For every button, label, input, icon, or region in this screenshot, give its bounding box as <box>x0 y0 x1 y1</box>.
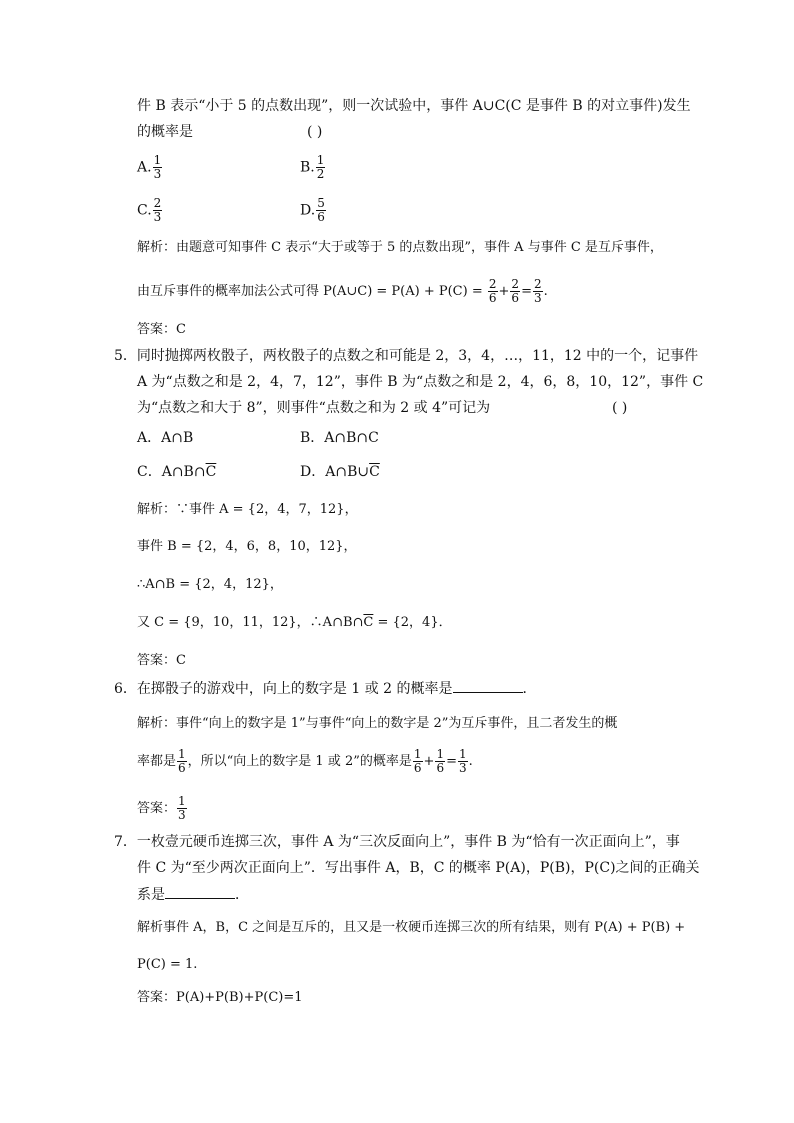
numerator: 1 <box>413 747 422 761</box>
q6-solution-line-2: 率都是 $\frac{1}{6}$ ，所以“向上的数字是 1 或 2”的概率是 $\frac{1}{6}$ + $\frac{1}{6}$ = $\frac{1}{3}$ . <box>137 747 473 775</box>
q5-option-a: A．A∩B <box>137 430 194 446</box>
stem-end: ． <box>522 681 537 697</box>
fraction <box>458 748 468 775</box>
q5-stem-text: 为“点数之和大于 8”，则事件“点数之和为 2 或 4”可记为 <box>137 400 491 416</box>
q4-solution-line-2: 由互斥事件的概率加法公式可得 P(A∪C) = P(A) + P(C) = $\frac{2}{6}$ + $\frac{2}{6}$ = $\frac{2}{3}$ . <box>137 277 548 305</box>
denominator: 6 <box>511 291 520 305</box>
solution-formula: P(A∪C) = P(A) + P(C) = <box>323 284 483 299</box>
fraction <box>316 154 326 181</box>
q5-solution-line-4 <box>137 613 452 633</box>
q7-stem-line-1: 7．一枚壹元硬币连掷三次，事件 A 为“三次反面向上”，事件 B 为“恰有一次正面向上”，事 <box>114 834 680 850</box>
q7-solution-line-2: P(C) = 1. <box>137 957 198 972</box>
q7-stem-line-3 <box>137 884 249 905</box>
q5-stem-line-3 <box>137 398 628 418</box>
answer-blank <box>165 884 235 899</box>
q7-stem-text: 系是 <box>137 887 165 903</box>
q5-solution-line-3: ∴A∩B = {2，4，12}， <box>137 577 283 592</box>
fraction <box>533 278 543 305</box>
q5-option-b: B．A∩B∩C <box>300 430 379 446</box>
q5-stem-line-1: 5．同时抛掷两枚骰子，两枚骰子的点数之和可能是 2，3，4，…，11，12 中的一个，记事件 <box>114 348 699 364</box>
numerator: 1 <box>436 747 445 761</box>
numerator: 1 <box>178 794 186 808</box>
denominator: 3 <box>178 808 186 822</box>
denominator: 6 <box>178 761 186 775</box>
q4-option-b <box>300 154 326 181</box>
fraction <box>177 795 187 822</box>
denominator: 3 <box>458 761 467 775</box>
numerator: 2 <box>533 277 542 291</box>
q4-option-d <box>300 197 327 224</box>
fraction <box>153 154 163 181</box>
q5-solution-line-1: 解析：∵事件 A = {2，4，7，12}， <box>137 502 358 517</box>
fraction <box>413 748 423 775</box>
q4-option-a <box>137 154 163 181</box>
fraction <box>177 748 187 775</box>
fraction <box>153 197 163 224</box>
option-label: B. <box>300 159 315 176</box>
q5-answer-bracket: ( ) <box>612 400 628 416</box>
q6-answer <box>137 795 188 822</box>
option-text: D．A∩B∪ <box>300 464 370 480</box>
answer-label: 答案： <box>137 801 177 816</box>
q5-solution-line-2: 事件 B = {2，4，6，8，10，12}， <box>137 539 357 554</box>
q5-stem-line-2: A 为“点数之和是 2，4，7，12”，事件 B 为“点数之和是 2，4，6，8，10，12”，事件 C <box>137 374 704 390</box>
denominator: 6 <box>317 210 325 224</box>
option-text: C．A∩B∩ <box>137 464 206 480</box>
solution-text: ，所以“向上的数字是 1 或 2”的概率是 <box>187 754 412 769</box>
solution-text: 率都是 <box>137 754 177 769</box>
denominator: 3 <box>153 210 162 224</box>
q4-stem-text: 的概率是 <box>137 124 193 140</box>
solution-text: 又 C = {9，10，11，12}，∴A∩B∩ <box>137 615 364 630</box>
q4-solution-line-1: 解析：由题意可知事件 C 表示“大于或等于 5 的点数出现”，事件 A 与事件 C 是互斥事件， <box>137 240 663 255</box>
denominator: 3 <box>153 167 162 181</box>
denominator: 6 <box>488 291 497 305</box>
q5-option-d <box>300 462 380 482</box>
numerator: 2 <box>153 196 162 210</box>
numerator: 5 <box>317 196 325 210</box>
q7-stem-line-2: 件 C 为“至少两次正面向上”．写出事件 A，B，C 的概率 P(A)，P(B)，P(C)之间的正确关 <box>137 860 700 876</box>
denominator: 2 <box>316 167 325 181</box>
q5-option-c <box>137 462 216 482</box>
stem-end: ． <box>235 887 249 903</box>
option-label: D. <box>300 202 316 219</box>
q7-answer: 答案：P(A)+P(B)+P(C)=1 <box>137 990 303 1005</box>
q4-answer: 答案：C <box>137 322 186 337</box>
complement-c: $\overline{C}$ <box>363 615 374 630</box>
q4-answer-bracket: ( ) <box>307 124 323 140</box>
q4-stem-line-2 <box>137 122 323 142</box>
q5-answer: 答案：C <box>137 653 186 668</box>
numerator: 1 <box>316 153 325 167</box>
denominator: 6 <box>436 761 445 775</box>
numerator: 2 <box>511 277 520 291</box>
complement-c: $\overline{C}$ <box>369 464 380 480</box>
fraction <box>435 748 445 775</box>
q6-solution-line-1: 解析：事件“向上的数字是 1”与事件“向上的数字是 2”为互斥事件，且二者发生的概 <box>137 716 618 731</box>
denominator: 6 <box>413 761 422 775</box>
option-label: C. <box>137 202 152 219</box>
q6-stem <box>114 678 537 699</box>
numerator: 1 <box>178 747 186 761</box>
q4-stem-line-1: 件 B 表示“小于 5 的点数出现”，则一次试验中，事件 A∪C(C 是事件 B 的对立事件)发生 <box>137 98 691 114</box>
q7-solution-line-1: 解析事件 A，B，C 之间是互斥的，且又是一枚硬币连掷三次的所有结果，则有 P(A) + P(B) + <box>137 920 686 935</box>
answer-blank <box>453 678 523 693</box>
complement-c: $\overline{C}$ <box>205 464 217 480</box>
option-label: A. <box>137 159 152 176</box>
numerator: 2 <box>488 277 497 291</box>
numerator: 1 <box>153 153 162 167</box>
fraction <box>316 197 326 224</box>
solution-text: 由互斥事件的概率加法公式可得 <box>137 284 320 299</box>
fraction <box>510 278 520 305</box>
fraction <box>488 278 498 305</box>
numerator: 1 <box>458 747 467 761</box>
denominator: 3 <box>533 291 542 305</box>
solution-text: = {2，4}． <box>373 615 452 630</box>
q4-option-c <box>137 197 163 224</box>
q6-stem-text: 6．在掷骰子的游戏中，向上的数字是 1 或 2 的概率是 <box>114 681 453 697</box>
